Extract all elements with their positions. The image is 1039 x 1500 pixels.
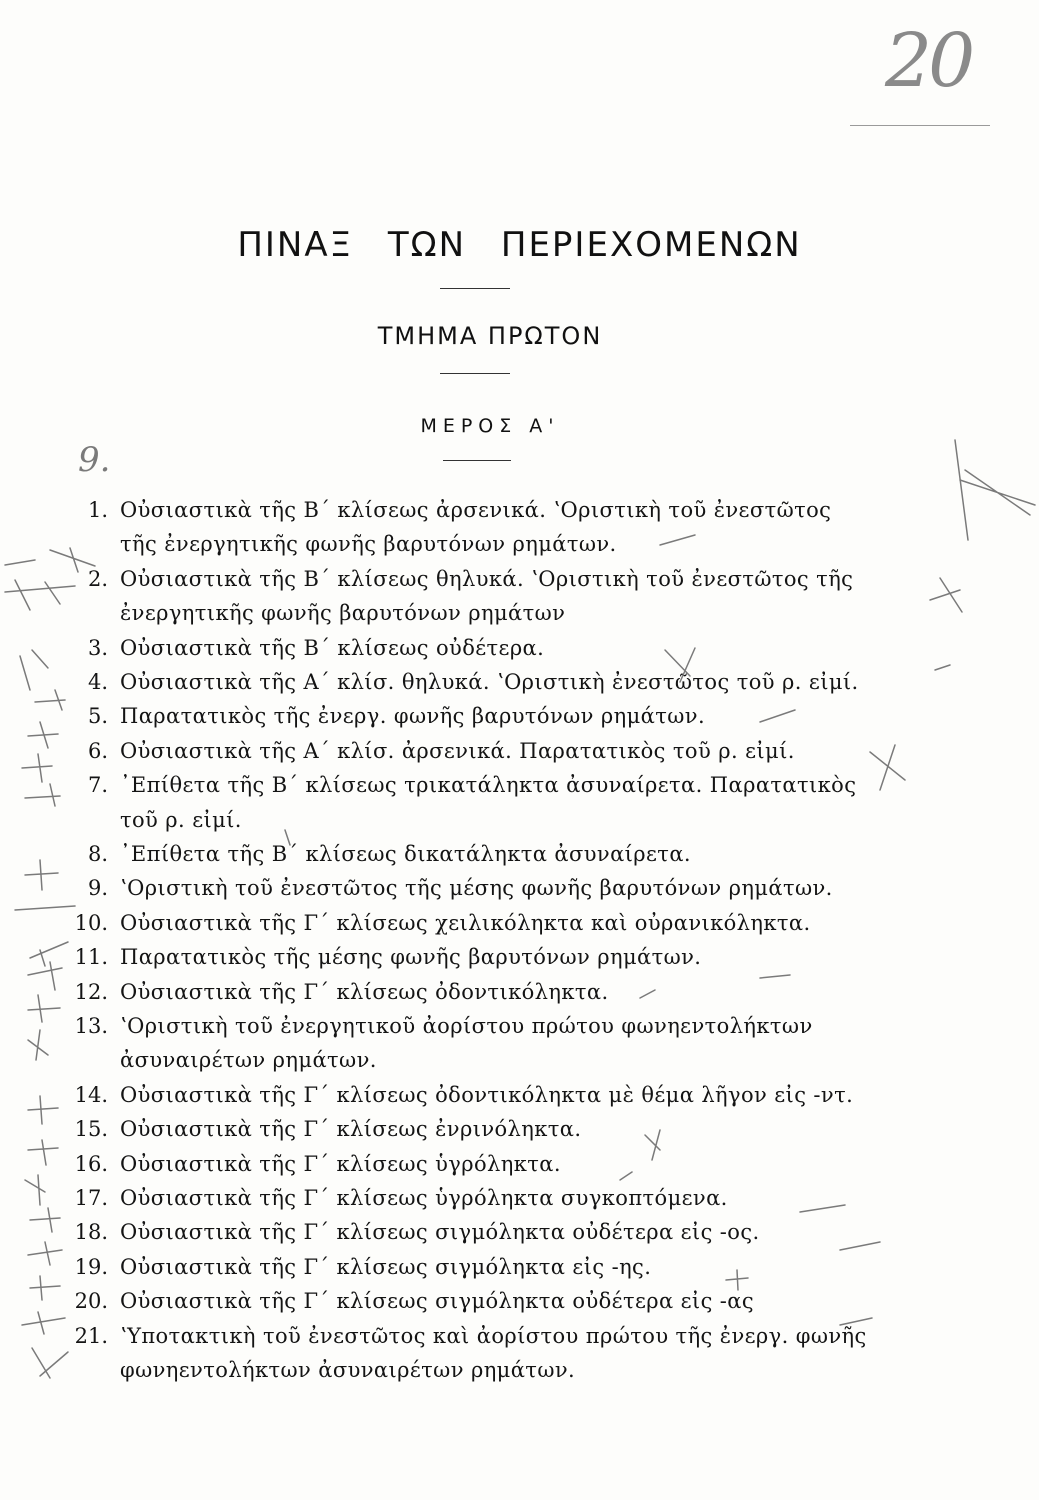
pencil-mark bbox=[30, 1208, 60, 1232]
entry-text: Οὐσιαστικὰ τῆς Γ΄ κλίσεως ἐνρινόληκτα. bbox=[120, 1117, 582, 1142]
section-divider bbox=[440, 373, 510, 374]
entry-text: Οὐσιαστικὰ τῆς Γ΄ κλίσεως χειλικόληκτα καὶ οὐρανικόληκτα. bbox=[120, 910, 811, 935]
entry-number: 2. bbox=[87, 566, 108, 591]
entry-text: ἐνεργητικῆς φωνῆς βαρυτόνων ρημάτων bbox=[120, 601, 566, 626]
part-divider bbox=[443, 460, 511, 461]
entry-text: ʽΥποτακτικὴ τοῦ ἐνεστῶτος καὶ ἀορίστου πρώτου τῆς ἐνεργ. φωνῆς bbox=[120, 1323, 867, 1348]
entry-number: 17. bbox=[74, 1186, 108, 1210]
entry-number: 16. bbox=[74, 1151, 108, 1176]
pencil-mark bbox=[20, 650, 48, 690]
pencil-mark bbox=[660, 535, 695, 545]
pencil-mark bbox=[645, 1130, 660, 1160]
entry-text: Οὐσιαστικὰ τῆς Γ΄ κλίσεως ὑγρόληκτα συγκοπτόμενα. bbox=[120, 1186, 728, 1210]
entry-number: 20. bbox=[74, 1289, 108, 1314]
pencil-mark bbox=[25, 860, 58, 890]
entry-number: 10. bbox=[74, 910, 108, 935]
entry-text: ἀσυναιρέτων ρημάτων. bbox=[120, 1048, 377, 1073]
entry-number: 9. bbox=[87, 876, 108, 901]
entry-number: 7. bbox=[87, 773, 108, 798]
entry-number: 18. bbox=[74, 1220, 108, 1245]
entry-text: Οὐσιαστικὰ τῆς Α΄ κλίσ. ἀρσενικά. Παρατατικὸς τοῦ ρ. εἰμί. bbox=[120, 738, 795, 763]
title-divider bbox=[440, 288, 510, 289]
page-number-underline bbox=[850, 125, 990, 126]
entry-number: 4. bbox=[87, 670, 108, 694]
entry-number: 14. bbox=[74, 1082, 108, 1107]
entry-text: Παρατατικὸς τῆς ἐνεργ. φωνῆς βαρυτόνων ρημάτων. bbox=[120, 704, 706, 729]
entry-number: 1. bbox=[87, 498, 108, 522]
pencil-mark bbox=[28, 962, 62, 990]
pencil-mark bbox=[28, 995, 60, 1022]
entry-text: ʽΟριστικὴ τοῦ ἐνεστῶτος τῆς μέσης φωνῆς βαρυτόνων ρημάτων. bbox=[120, 876, 833, 901]
entry-text: Παρατατικὸς τῆς μέσης φωνῆς βαρυτόνων ρημάτων. bbox=[120, 945, 702, 970]
pencil-mark bbox=[800, 1205, 845, 1212]
pencil-mark bbox=[30, 1276, 60, 1300]
pencil-mark bbox=[15, 906, 75, 910]
pencil-mark bbox=[28, 722, 58, 748]
entry-text: ʽΟριστικὴ τοῦ ἐνεργητικοῦ ἀορίστου πρώτου φωνηεντολήκτων bbox=[120, 1014, 813, 1038]
pencil-mark bbox=[840, 1242, 880, 1250]
entry-number: 6. bbox=[87, 738, 108, 763]
part-heading: ΜΕΡΟΣ Α' bbox=[420, 415, 560, 437]
entry-text: Οὐσιαστικὰ τῆς Β΄ κλίσεως οὐδέτερα. bbox=[120, 635, 545, 660]
pencil-mark bbox=[955, 440, 1035, 540]
entry-text: Οὐσιαστικὰ τῆς Γ΄ κλίσεως σιγμόληκτα οὐδέτερα εἰς -ας bbox=[120, 1289, 755, 1314]
entry-number: 8. bbox=[87, 842, 108, 866]
entry-text: Οὐσιαστικὰ τῆς Γ΄ κλίσεως σιγμόληκτα οὐδέτερα εἰς -ος. bbox=[120, 1220, 760, 1245]
section-heading: ΤΜΗΜΑ ΠΡΩΤΟΝ bbox=[377, 322, 603, 350]
entry-text: Οὐσιαστικὰ τῆς Γ΄ κλίσεως σιγμόληκτα εἰς -ης. bbox=[120, 1254, 652, 1279]
entry-number: 15. bbox=[74, 1117, 108, 1142]
entry-text: Οὐσιαστικὰ τῆς Γ΄ κλίσεως ὑγρόληκτα. bbox=[120, 1151, 561, 1176]
entry-number: 12. bbox=[74, 979, 108, 1004]
pencil-mark bbox=[28, 1096, 58, 1124]
entry-text: Οὐσιαστικὰ τῆς Γ΄ κλίσεως ὀδοντικόληκτα μὲ θέμα λῆγον εἰς -ντ. bbox=[120, 1082, 854, 1107]
page-title: ΠΙΝΑΞ ΤΩΝ ΠΕΡΙΕΧΟΜΕΝΩΝ bbox=[237, 225, 802, 265]
pencil-mark bbox=[935, 665, 950, 670]
pencil-mark bbox=[28, 1140, 58, 1165]
pencil-mark bbox=[25, 1175, 45, 1205]
pencil-mark bbox=[726, 1270, 748, 1290]
entry-text: ᾿Επίθετα τῆς Β΄ κλίσεως δικατάληκτα ἀσυναίρετα. bbox=[120, 842, 691, 866]
entry-text: τῆς ἐνεργητικῆς φωνῆς βαρυτόνων ρημάτων. bbox=[120, 532, 617, 557]
pencil-mark bbox=[22, 754, 52, 782]
pencil-mark bbox=[28, 1242, 62, 1265]
entry-number: 11. bbox=[74, 945, 108, 970]
entry-text: τοῦ ρ. εἰμί. bbox=[120, 807, 242, 832]
pencil-mark bbox=[760, 710, 795, 722]
entry-text: Οὐσιαστικὰ τῆς Α΄ κλίσ. θηλυκά. ʽΟριστικὴ ἐνεστῶτος τοῦ ρ. εἰμί. bbox=[120, 670, 859, 694]
pencil-mark bbox=[620, 1172, 632, 1180]
entry-text: Οὐσιαστικὰ τῆς Γ΄ κλίσεως ὀδοντικόληκτα. bbox=[120, 979, 609, 1004]
pencil-mark bbox=[760, 975, 790, 978]
entry-number: 21. bbox=[74, 1323, 108, 1348]
entry-text: Οὐσιαστικὰ τῆς Β΄ κλίσεως θηλυκά. ʽΟριστικὴ τοῦ ἐνεστῶτος τῆς bbox=[120, 566, 854, 591]
entry-number: 5. bbox=[87, 704, 108, 729]
pencil-mark bbox=[28, 1030, 48, 1060]
entry-number: 13. bbox=[74, 1014, 108, 1038]
entry-text: φωνηεντολήκτων ἀσυναιρέτων ρημάτων. bbox=[120, 1358, 576, 1382]
margin-note: 9. bbox=[78, 440, 111, 480]
pencil-mark bbox=[25, 784, 60, 806]
entry-number: 19. bbox=[74, 1254, 108, 1279]
entry-text: Οὐσιαστικὰ τῆς Β΄ κλίσεως ἀρσενικά. ʽΟριστικὴ τοῦ ἐνεστῶτος bbox=[120, 498, 832, 522]
pencil-mark bbox=[930, 578, 962, 612]
pencil-mark bbox=[870, 745, 905, 790]
page-number: 20 bbox=[885, 18, 972, 104]
entry-text: ᾿Επίθετα τῆς Β΄ κλίσεως τρικατάληκτα ἀσυναίρετα. Παρατατικὸς bbox=[120, 773, 857, 798]
entry-number: 3. bbox=[87, 635, 108, 660]
pencil-mark bbox=[640, 990, 655, 998]
pencil-mark bbox=[32, 1348, 68, 1378]
